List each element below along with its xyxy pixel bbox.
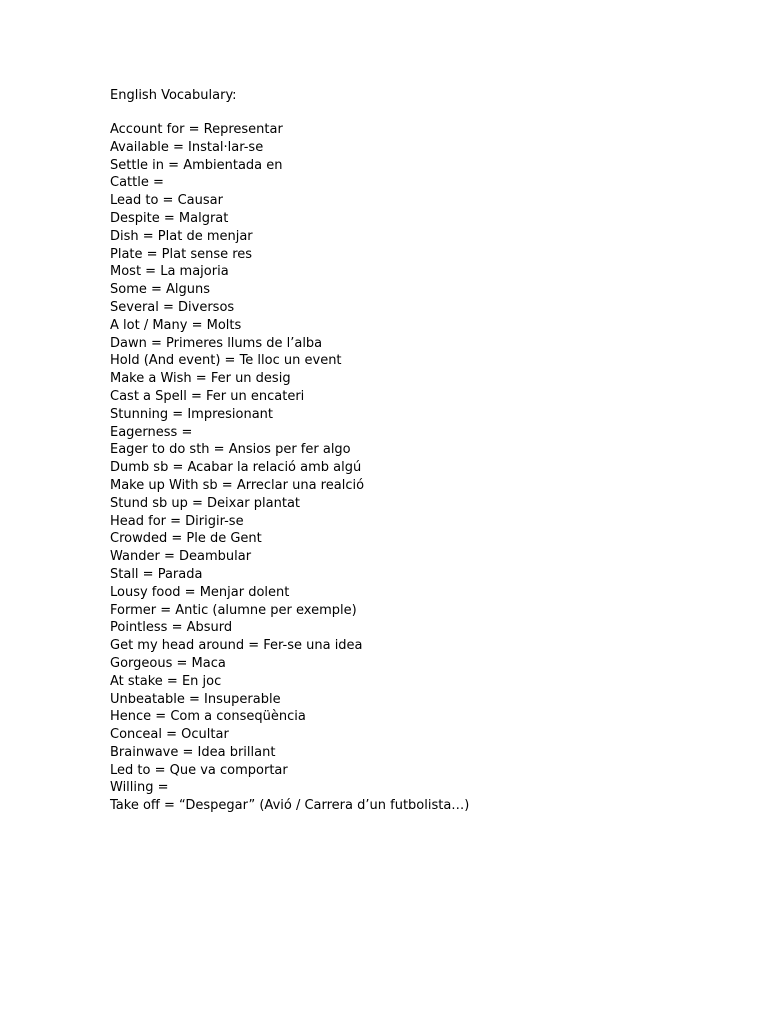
vocabulary-line: Available = Instal·lar-se bbox=[110, 139, 264, 155]
vocabulary-line: A lot / Many = Molts bbox=[110, 317, 242, 333]
vocabulary-line: Brainwave = Idea brillant bbox=[110, 744, 276, 760]
vocabulary-line: Despite = Malgrat bbox=[110, 210, 229, 226]
vocabulary-line: Several = Diversos bbox=[110, 299, 235, 315]
vocabulary-line: Cast a Spell = Fer un encateri bbox=[110, 388, 305, 404]
vocabulary-line: Dish = Plat de menjar bbox=[110, 228, 253, 244]
vocabulary-line: Led to = Que va comportar bbox=[110, 762, 288, 778]
vocabulary-line: Account for = Representar bbox=[110, 122, 283, 137]
vocabulary-line: Plate = Plat sense res bbox=[110, 246, 253, 262]
vocabulary-line: Head for = Dirigir-se bbox=[110, 513, 244, 529]
vocabulary-line: Gorgeous = Maca bbox=[110, 655, 226, 671]
vocabulary-line: Some = Alguns bbox=[110, 282, 211, 298]
vocabulary-line: Eagerness = bbox=[110, 424, 193, 440]
vocabulary-line: Settle in = Ambientada en bbox=[110, 157, 283, 173]
vocabulary-line: Stall = Parada bbox=[110, 566, 203, 582]
vocabulary-line: Dumb sb = Acabar la relació amb algú bbox=[110, 460, 362, 476]
vocabulary-line: Lousy food = Menjar dolent bbox=[110, 584, 290, 600]
vocabulary-line: Stunning = Impresionant bbox=[110, 406, 274, 422]
vocabulary-line: Former = Antic (alumne per exemple) bbox=[110, 602, 357, 618]
vocabulary-line: Make up With sb = Arreclar una realció bbox=[110, 477, 365, 493]
vocabulary-line: Conceal = Ocultar bbox=[110, 727, 229, 743]
vocabulary-line: Hold (And event) = Te lloc un event bbox=[110, 353, 342, 369]
vocabulary-line: Take off = “Despegar” (Avió / Carrera d’un futbolista…) bbox=[110, 798, 470, 814]
document-title: English Vocabulary: bbox=[110, 88, 237, 103]
document-body bbox=[110, 86, 730, 815]
vocabulary-line: Lead to = Causar bbox=[110, 193, 223, 209]
vocabulary-line: Wander = Deambular bbox=[110, 549, 252, 565]
vocabulary-line: Eager to do sth = Ansios per fer algo bbox=[110, 442, 351, 458]
vocabulary-list bbox=[110, 121, 730, 815]
vocabulary-line: Pointless = Absurd bbox=[110, 620, 233, 636]
vocabulary-line: Cattle = bbox=[110, 175, 164, 191]
vocabulary-line: Hence = Com a conseqüència bbox=[110, 709, 306, 725]
vocabulary-line: At stake = En joc bbox=[110, 673, 222, 689]
vocabulary-line: Dawn = Primeres llums de l’alba bbox=[110, 335, 323, 351]
vocabulary-line: Crowded = Ple de Gent bbox=[110, 531, 262, 547]
vocabulary-line: Stund sb up = Deixar plantat bbox=[110, 495, 301, 511]
vocabulary-line: Unbeatable = Insuperable bbox=[110, 691, 281, 707]
vocabulary-line: Get my head around = Fer-se una idea bbox=[110, 638, 363, 654]
vocabulary-line: Willing = bbox=[110, 780, 169, 796]
vocabulary-line: Make a Wish = Fer un desig bbox=[110, 371, 291, 387]
vocabulary-line: Most = La majoria bbox=[110, 264, 229, 280]
